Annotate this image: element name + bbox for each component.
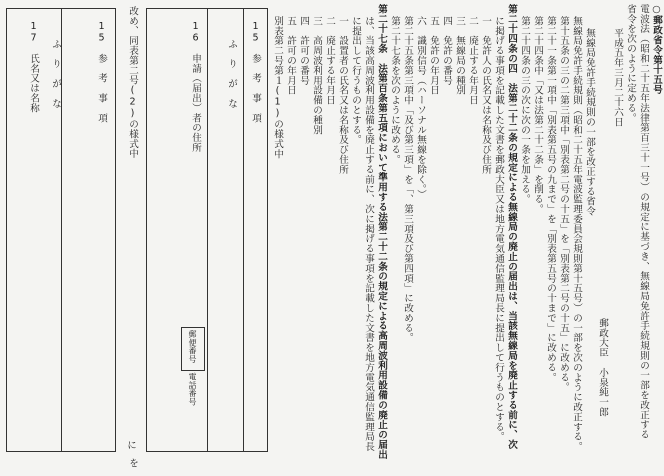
body-line-04: 第二十四条中「又は法第二十二条」を削る。 [532,16,543,214]
body-line-20: 二 廃止する年月日 [324,16,335,106]
form-b-item-15: 15 参 考 事 項 [96,21,107,123]
ordinance-date: 平成五年三月二十六日 [612,28,623,127]
body-line-15: 第二十七条を次のように改める。 [389,16,400,165]
body-line-03: 第二十一条第一項中「別表第五号の九まで」を「別表第五号の十まで」に改める。 [545,16,556,383]
body-line-02: 第十五条の三の二第三項中「別表第二号の十五」を「別表第二号の十五」に改める。 [558,16,569,393]
form-a-item-16: 16 申請（届出）者の住所 [190,21,201,153]
body-line-13: 六 識別信号（ハーソナル無線を除く。） [415,16,426,200]
body-line-16: 第二十七条 法第百条第五項において準用する法第二十二条の規定による高周波利用設備の廃止の届出 [376,4,387,460]
section-2-wo: を [127,458,138,468]
form-a-postal-phone-label: 郵便番号 電話番号 [188,330,197,406]
form-a-postal-phone-box [181,327,205,406]
form-b-frame [6,8,116,452]
section-2-line: 改め、同表第二号(2)の様式中 [127,6,138,159]
form-b-divider [61,9,62,451]
form-a-divider [207,9,208,451]
minister-signature: 郵政大臣 小泉純一郎 [597,318,608,417]
ordinance-title: ○郵政省令第十五号 [651,4,662,95]
section-2-ni: に [125,440,136,450]
body-line-06: 第二十四条の四 法第二十二条の規定による無線局の廃止の届出は、当該無線局を廃止する前に、次 [506,4,517,450]
body-line-11: 四 免許の番号 [441,16,452,86]
body-line-07: に掲げる事項を記載した文書を郵政大臣又は地方電気通信監理局長に提出して行うものとする。 [493,16,504,442]
form-b-item-17: 17 氏名又は名称 [28,21,39,113]
body-line-24: 別表第二号第１(1)の様式中 [272,16,283,159]
form-b-furigana: ふ り が な [50,39,61,109]
body-line-09: 二 廃止する年月日 [467,16,478,106]
form-a-furigana: ふ り が な [226,39,237,109]
form-a-item-15: 15 参 考 事 項 [250,21,261,123]
body-line-10: 三 無線局の種別 [454,16,465,96]
form-a-inner-rule [243,9,244,451]
body-line-12: 五 免許の年月日 [428,16,439,96]
body-line-22: 四 許可の番号 [298,16,309,86]
body-line-21: 三 高周波利用設備の種別 [311,16,322,135]
body-line-17: は、当該高周波利用設備を廃止する前に、次に掲げる事項を記載した文書を地方電気通信監理局長 [363,16,374,452]
form-a-frame [146,8,268,452]
body-line-18: に提出して行うものとする。 [350,16,361,145]
body-line-01: 無線局免許手続規則（昭和二十五年電波監理委員会規則第十五号）の一部を次のように改正する。 [571,16,582,452]
body-line-05: 第二十四条の三の次に次の一条を加える。 [519,16,530,205]
preamble-line-2: 省令を次のように定める。 [625,4,636,123]
body-line-23: 五 許可の年月日 [285,16,296,96]
preamble-line-1: 電波法（昭和二十五年法律第百三十一号）の規定に基づき、無線局免許手続規則の一部を改正する [638,4,649,440]
body-line-14: 第二十五条第三項中「及び第三項」を「、第三項及び第四項」に改める。 [402,16,413,343]
amendment-heading: 無線局免許手続規則の一部を改正する省令 [584,28,595,217]
body-line-08: 一 免許人の氏名又は名称及び住所 [480,16,491,175]
body-line-19: 一 設置者の氏名又は名称及び住所 [337,16,348,175]
